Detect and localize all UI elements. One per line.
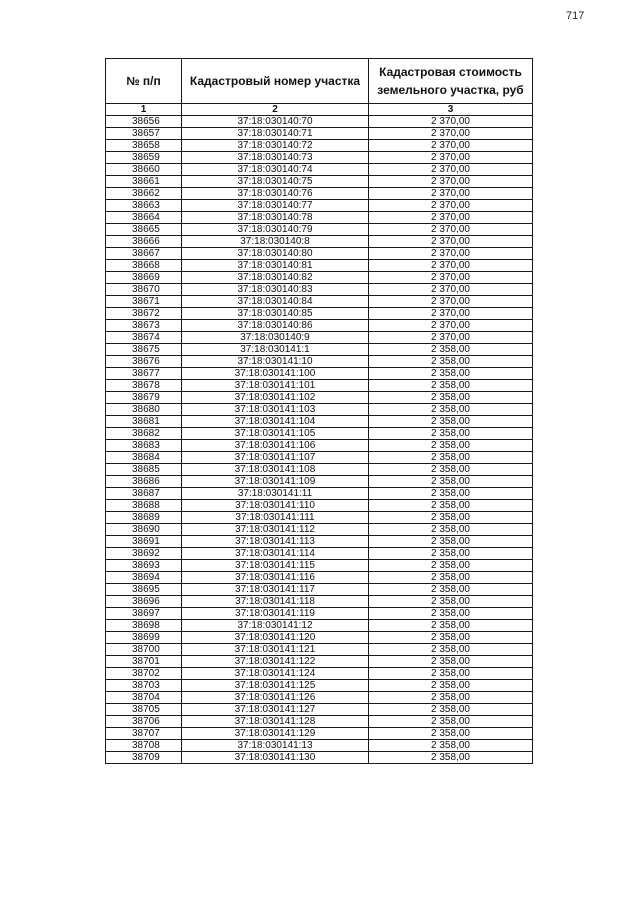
cadastral-cost-cell: 2 358,00: [369, 668, 533, 680]
cadastral-cost-cell: 2 370,00: [369, 308, 533, 320]
cadastral-number-cell: 37:18:030141:1: [182, 344, 369, 356]
cadastral-number-cell: 37:18:030141:113: [182, 536, 369, 548]
cadastral-cost-cell: 2 358,00: [369, 656, 533, 668]
header-row-number: № п/п: [106, 59, 182, 104]
table-row: [106, 272, 533, 284]
table-row: [106, 620, 533, 632]
cadastral-number-cell: 37:18:030141:12: [182, 620, 369, 632]
row-number-cell: 38675: [106, 344, 182, 356]
cadastral-number-cell: 37:18:030140:9: [182, 332, 369, 344]
row-number-cell: 38703: [106, 680, 182, 692]
cadastral-cost-cell: 2 370,00: [369, 188, 533, 200]
table-row: [106, 416, 533, 428]
table-row: [106, 704, 533, 716]
cadastral-number-cell: 37:18:030141:13: [182, 740, 369, 752]
table-row: [106, 356, 533, 368]
row-number-cell: 38657: [106, 128, 182, 140]
row-number-cell: 38663: [106, 200, 182, 212]
table-row: [106, 548, 533, 560]
cadastral-cost-cell: 2 358,00: [369, 692, 533, 704]
row-number-cell: 38673: [106, 320, 182, 332]
table-row: [106, 536, 533, 548]
table-row: [106, 452, 533, 464]
cadastral-number-cell: 37:18:030140:79: [182, 224, 369, 236]
cadastral-number-cell: 37:18:030141:127: [182, 704, 369, 716]
header-cadastral-cost: Кадастровая стоимость земельного участка, руб: [369, 59, 533, 104]
row-number-cell: 38696: [106, 596, 182, 608]
table-row: [106, 260, 533, 272]
row-number-cell: 38683: [106, 440, 182, 452]
row-number-cell: 38707: [106, 728, 182, 740]
table-row: [106, 248, 533, 260]
row-number-cell: 38674: [106, 332, 182, 344]
cadastral-cost-cell: 2 358,00: [369, 464, 533, 476]
cadastral-number-cell: 37:18:030141:129: [182, 728, 369, 740]
cadastral-number-cell: 37:18:030141:104: [182, 416, 369, 428]
table-row: [106, 380, 533, 392]
cadastral-cost-cell: 2 358,00: [369, 620, 533, 632]
cadastral-cost-cell: 2 370,00: [369, 272, 533, 284]
cadastral-cost-cell: 2 370,00: [369, 320, 533, 332]
row-number-cell: 38669: [106, 272, 182, 284]
cadastral-cost-cell: 2 370,00: [369, 212, 533, 224]
cadastral-cost-cell: 2 358,00: [369, 608, 533, 620]
row-number-cell: 38677: [106, 368, 182, 380]
row-number-cell: 38697: [106, 608, 182, 620]
cadastral-number-cell: 37:18:030141:103: [182, 404, 369, 416]
row-number-cell: 38690: [106, 524, 182, 536]
row-number-cell: 38679: [106, 392, 182, 404]
cadastral-cost-cell: 2 370,00: [369, 140, 533, 152]
table-row: [106, 752, 533, 764]
row-number-cell: 38668: [106, 260, 182, 272]
cadastral-cost-cell: 2 358,00: [369, 368, 533, 380]
table-row: [106, 500, 533, 512]
table-row: [106, 404, 533, 416]
row-number-cell: 38698: [106, 620, 182, 632]
cadastral-cost-cell: 2 358,00: [369, 752, 533, 764]
cadastral-number-cell: 37:18:030140:82: [182, 272, 369, 284]
table-row: [106, 296, 533, 308]
cadastral-cost-cell: 2 358,00: [369, 644, 533, 656]
table-row: [106, 188, 533, 200]
cadastral-cost-cell: 2 358,00: [369, 704, 533, 716]
cadastral-cost-cell: 2 370,00: [369, 284, 533, 296]
table-row: [106, 608, 533, 620]
row-number-cell: 38701: [106, 656, 182, 668]
cadastral-cost-cell: 2 370,00: [369, 116, 533, 128]
table-row: [106, 716, 533, 728]
row-number-cell: 38660: [106, 164, 182, 176]
cadastral-cost-cell: 2 370,00: [369, 164, 533, 176]
cadastral-number-cell: 37:18:030140:83: [182, 284, 369, 296]
cadastral-number-cell: 37:18:030141:114: [182, 548, 369, 560]
cadastral-number-cell: 37:18:030141:102: [182, 392, 369, 404]
cadastral-number-cell: 37:18:030140:74: [182, 164, 369, 176]
column-number-row: [106, 104, 533, 116]
row-number-cell: 38666: [106, 236, 182, 248]
cadastral-number-cell: 37:18:030141:128: [182, 716, 369, 728]
cadastral-number-cell: 37:18:030141:117: [182, 584, 369, 596]
cadastral-number-cell: 37:18:030141:108: [182, 464, 369, 476]
table-row: [106, 692, 533, 704]
table-row: [106, 668, 533, 680]
cadastral-number-cell: 37:18:030140:86: [182, 320, 369, 332]
header-row: [106, 59, 533, 104]
row-number-cell: 38686: [106, 476, 182, 488]
row-number-cell: 38681: [106, 416, 182, 428]
row-number-cell: 38685: [106, 464, 182, 476]
cadastral-number-cell: 37:18:030140:70: [182, 116, 369, 128]
cadastral-cost-cell: 2 358,00: [369, 380, 533, 392]
cadastral-number-cell: 37:18:030141:112: [182, 524, 369, 536]
table-row: [106, 428, 533, 440]
row-number-cell: 38672: [106, 308, 182, 320]
cadastral-cost-cell: 2 358,00: [369, 572, 533, 584]
cadastral-number-cell: 37:18:030140:8: [182, 236, 369, 248]
table-row: [106, 284, 533, 296]
table-row: [106, 332, 533, 344]
table-row: [106, 728, 533, 740]
cadastral-number-cell: 37:18:030141:105: [182, 428, 369, 440]
table-row: [106, 596, 533, 608]
table-row: [106, 524, 533, 536]
cadastral-cost-cell: 2 358,00: [369, 416, 533, 428]
cadastral-number-cell: 37:18:030141:109: [182, 476, 369, 488]
table-row: [106, 560, 533, 572]
table-row: [106, 572, 533, 584]
cadastral-cost-cell: 2 370,00: [369, 296, 533, 308]
cadastral-number-cell: 37:18:030141:124: [182, 668, 369, 680]
cadastral-cost-cell: 2 370,00: [369, 200, 533, 212]
row-number-cell: 38664: [106, 212, 182, 224]
row-number-cell: 38691: [106, 536, 182, 548]
cadastral-number-cell: 37:18:030141:11: [182, 488, 369, 500]
row-number-cell: 38680: [106, 404, 182, 416]
row-number-cell: 38704: [106, 692, 182, 704]
cadastral-cost-cell: 2 358,00: [369, 344, 533, 356]
cadastral-number-cell: 37:18:030140:85: [182, 308, 369, 320]
row-number-cell: 38658: [106, 140, 182, 152]
table-row: [106, 164, 533, 176]
row-number-cell: 38665: [106, 224, 182, 236]
cadastral-number-cell: 37:18:030141:106: [182, 440, 369, 452]
cadastral-number-cell: 37:18:030141:100: [182, 368, 369, 380]
table-row: [106, 176, 533, 188]
cadastral-cost-cell: 2 358,00: [369, 584, 533, 596]
row-number-cell: 38709: [106, 752, 182, 764]
table-row: [106, 476, 533, 488]
cadastral-number-cell: 37:18:030140:80: [182, 248, 369, 260]
cadastral-cost-cell: 2 358,00: [369, 596, 533, 608]
table-row: [106, 320, 533, 332]
cadastral-cost-cell: 2 358,00: [369, 560, 533, 572]
row-number-cell: 38687: [106, 488, 182, 500]
row-number-cell: 38694: [106, 572, 182, 584]
cadastral-number-cell: 37:18:030141:116: [182, 572, 369, 584]
table-row: [106, 128, 533, 140]
cadastral-number-cell: 37:18:030141:126: [182, 692, 369, 704]
cadastral-number-cell: 37:18:030141:107: [182, 452, 369, 464]
cadastral-cost-cell: 2 358,00: [369, 524, 533, 536]
cadastral-cost-cell: 2 370,00: [369, 224, 533, 236]
cadastral-cost-cell: 2 370,00: [369, 332, 533, 344]
cadastral-cost-cell: 2 370,00: [369, 248, 533, 260]
row-number-cell: 38661: [106, 176, 182, 188]
cadastral-cost-cell: 2 358,00: [369, 680, 533, 692]
row-number-cell: 38700: [106, 644, 182, 656]
row-number-cell: 38695: [106, 584, 182, 596]
row-number-cell: 38692: [106, 548, 182, 560]
cadastral-cost-cell: 2 358,00: [369, 728, 533, 740]
cadastral-number-cell: 37:18:030141:130: [182, 752, 369, 764]
row-number-cell: 38671: [106, 296, 182, 308]
cadastral-number-cell: 37:18:030141:119: [182, 608, 369, 620]
table-row: [106, 152, 533, 164]
column-number-3: 3: [369, 104, 533, 116]
table-row: [106, 392, 533, 404]
cadastral-cost-cell: 2 358,00: [369, 440, 533, 452]
column-number-2: 2: [182, 104, 369, 116]
row-number-cell: 38688: [106, 500, 182, 512]
cadastral-cost-cell: 2 370,00: [369, 176, 533, 188]
row-number-cell: 38662: [106, 188, 182, 200]
cadastral-cost-cell: 2 370,00: [369, 260, 533, 272]
row-number-cell: 38656: [106, 116, 182, 128]
cadastral-cost-cell: 2 370,00: [369, 152, 533, 164]
cadastral-number-cell: 37:18:030140:73: [182, 152, 369, 164]
cadastral-cost-cell: 2 358,00: [369, 548, 533, 560]
cadastral-cost-cell: 2 370,00: [369, 128, 533, 140]
table-row: [106, 644, 533, 656]
cadastral-cost-cell: 2 358,00: [369, 488, 533, 500]
cadastral-cost-cell: 2 358,00: [369, 632, 533, 644]
cadastral-number-cell: 37:18:030141:111: [182, 512, 369, 524]
table-row: [106, 140, 533, 152]
cadastral-cost-cell: 2 358,00: [369, 536, 533, 548]
header-cadastral-number: Кадастровый номер участка: [182, 59, 369, 104]
table-row: [106, 740, 533, 752]
cadastral-number-cell: 37:18:030140:81: [182, 260, 369, 272]
row-number-cell: 38678: [106, 380, 182, 392]
cadastral-cost-cell: 2 358,00: [369, 452, 533, 464]
row-number-cell: 38705: [106, 704, 182, 716]
table-row: [106, 344, 533, 356]
cadastral-number-cell: 37:18:030140:71: [182, 128, 369, 140]
table-row: [106, 584, 533, 596]
row-number-cell: 38693: [106, 560, 182, 572]
row-number-cell: 38702: [106, 668, 182, 680]
cadastral-cost-cell: 2 358,00: [369, 512, 533, 524]
cadastral-number-cell: 37:18:030141:122: [182, 656, 369, 668]
table-header: [106, 59, 533, 116]
cadastral-cost-cell: 2 358,00: [369, 500, 533, 512]
cadastral-number-cell: 37:18:030140:77: [182, 200, 369, 212]
table-row: [106, 236, 533, 248]
cadastral-number-cell: 37:18:030141:10: [182, 356, 369, 368]
cadastral-number-cell: 37:18:030140:78: [182, 212, 369, 224]
row-number-cell: 38670: [106, 284, 182, 296]
table-row: [106, 464, 533, 476]
table-row: [106, 224, 533, 236]
cadastral-cost-cell: 2 358,00: [369, 740, 533, 752]
table-row: [106, 308, 533, 320]
table-row: [106, 212, 533, 224]
page-number: 717: [566, 10, 585, 22]
cadastral-number-cell: 37:18:030140:84: [182, 296, 369, 308]
table-row: [106, 488, 533, 500]
table-body: [106, 116, 533, 764]
table-row: [106, 656, 533, 668]
table-row: [106, 680, 533, 692]
table-row: [106, 440, 533, 452]
cadastral-number-cell: 37:18:030140:76: [182, 188, 369, 200]
cadastral-number-cell: 37:18:030140:75: [182, 176, 369, 188]
cadastral-number-cell: 37:18:030141:110: [182, 500, 369, 512]
row-number-cell: 38708: [106, 740, 182, 752]
cadastral-table: [105, 58, 533, 764]
cadastral-number-cell: 37:18:030141:125: [182, 680, 369, 692]
cadastral-table-container: [105, 58, 532, 764]
table-row: [106, 632, 533, 644]
cadastral-cost-cell: 2 358,00: [369, 428, 533, 440]
row-number-cell: 38699: [106, 632, 182, 644]
cadastral-number-cell: 37:18:030141:120: [182, 632, 369, 644]
row-number-cell: 38689: [106, 512, 182, 524]
row-number-cell: 38682: [106, 428, 182, 440]
table-row: [106, 368, 533, 380]
table-row: [106, 116, 533, 128]
cadastral-cost-cell: 2 358,00: [369, 404, 533, 416]
table-row: [106, 512, 533, 524]
row-number-cell: 38659: [106, 152, 182, 164]
cadastral-cost-cell: 2 358,00: [369, 476, 533, 488]
table-row: [106, 200, 533, 212]
cadastral-cost-cell: 2 358,00: [369, 392, 533, 404]
cadastral-number-cell: 37:18:030141:118: [182, 596, 369, 608]
cadastral-number-cell: 37:18:030141:101: [182, 380, 369, 392]
row-number-cell: 38676: [106, 356, 182, 368]
cadastral-cost-cell: 2 358,00: [369, 716, 533, 728]
cadastral-cost-cell: 2 358,00: [369, 356, 533, 368]
row-number-cell: 38667: [106, 248, 182, 260]
row-number-cell: 38706: [106, 716, 182, 728]
column-number-1: 1: [106, 104, 182, 116]
cadastral-number-cell: 37:18:030141:121: [182, 644, 369, 656]
cadastral-cost-cell: 2 370,00: [369, 236, 533, 248]
cadastral-number-cell: 37:18:030140:72: [182, 140, 369, 152]
cadastral-number-cell: 37:18:030141:115: [182, 560, 369, 572]
row-number-cell: 38684: [106, 452, 182, 464]
